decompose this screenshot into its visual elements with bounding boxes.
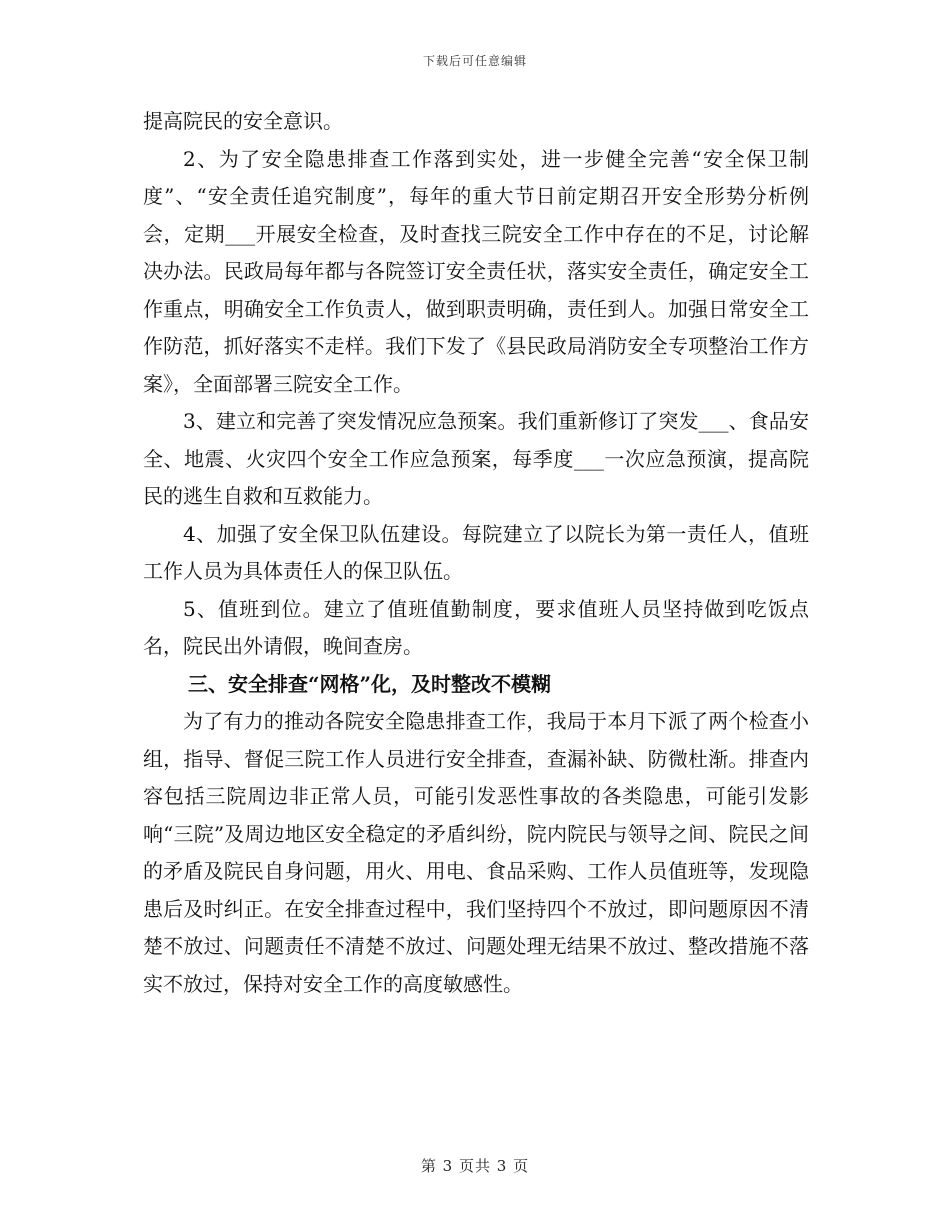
page-header: 下载后可任意编辑 [422, 54, 527, 68]
paragraph-continuation: 提高院民的安全意识。 [143, 109, 343, 133]
paragraph-section-3: 为了有力的推动各院安全隐患排查工作，我局于本月下派了两个检查小组，指导、督促三院工作人员进行安全排查，查漏补缺、防微杜渐。排查内容包括三院周边非正常人员，可能引发恶性事故的各类隐患，可能引发影响“三院”及周边地区安全稳定的矛盾纠纷，院内院民与领导之间、院民之间的矛盾及院民自身问题，用火、用电、食品采购、工作人员值班等，发现隐患后及时纠正。在安全排查过程中，我们坚持四个不放过，即问题原因不清楚不放过、问题责任不清楚不放过、问题处理无结果不放过、整改措施不落实不放过，保持对安全工作的高度敏感性。 [143, 709, 809, 996]
page-footer: 第 3 页共 3 页 [420, 1157, 530, 1175]
paragraph-item-3: 3、建立和完善了突发情况应急预案。我们重新修订了突发___、食品安全、地震、火灾四个安全工作应急预案，每季度___一次应急预演，提高院民的逃生自救和互救能力。 [143, 409, 809, 508]
document-body [143, 103, 809, 1003]
section-heading-3: 三、安全排查“网格”化，及时整改不模糊 [188, 671, 552, 696]
paragraph-item-4: 4、加强了安全保卫队伍建设。每院建立了以院长为第一责任人，值班工作人员为具体责任人的保卫队伍。 [143, 521, 809, 583]
paragraph-item-5: 5、值班到位。建立了值班值勤制度，要求值班人员坚持做到吃饭点名，院民出外请假，晚间查房。 [143, 596, 809, 658]
paragraph-item-2: 2、为了安全隐患排查工作落到实处，进一步健全完善“安全保卫制度”、“安全责任追究制度”，每年的重大节日前定期召开安全形势分析例会，定期___开展安全检查，及时查找三院安全工作中存在的不足，讨论解决办法。民政局每年都与各院签订安全责任状，落实安全责任，确定安全工作重点，明确安全工作负责人，做到职责明确，责任到人。加强日常安全工作防范，抓好落实不走样。我们下发了《县民政局消防安全专项整治工作方案》，全面部署三院安全工作。 [143, 146, 809, 396]
